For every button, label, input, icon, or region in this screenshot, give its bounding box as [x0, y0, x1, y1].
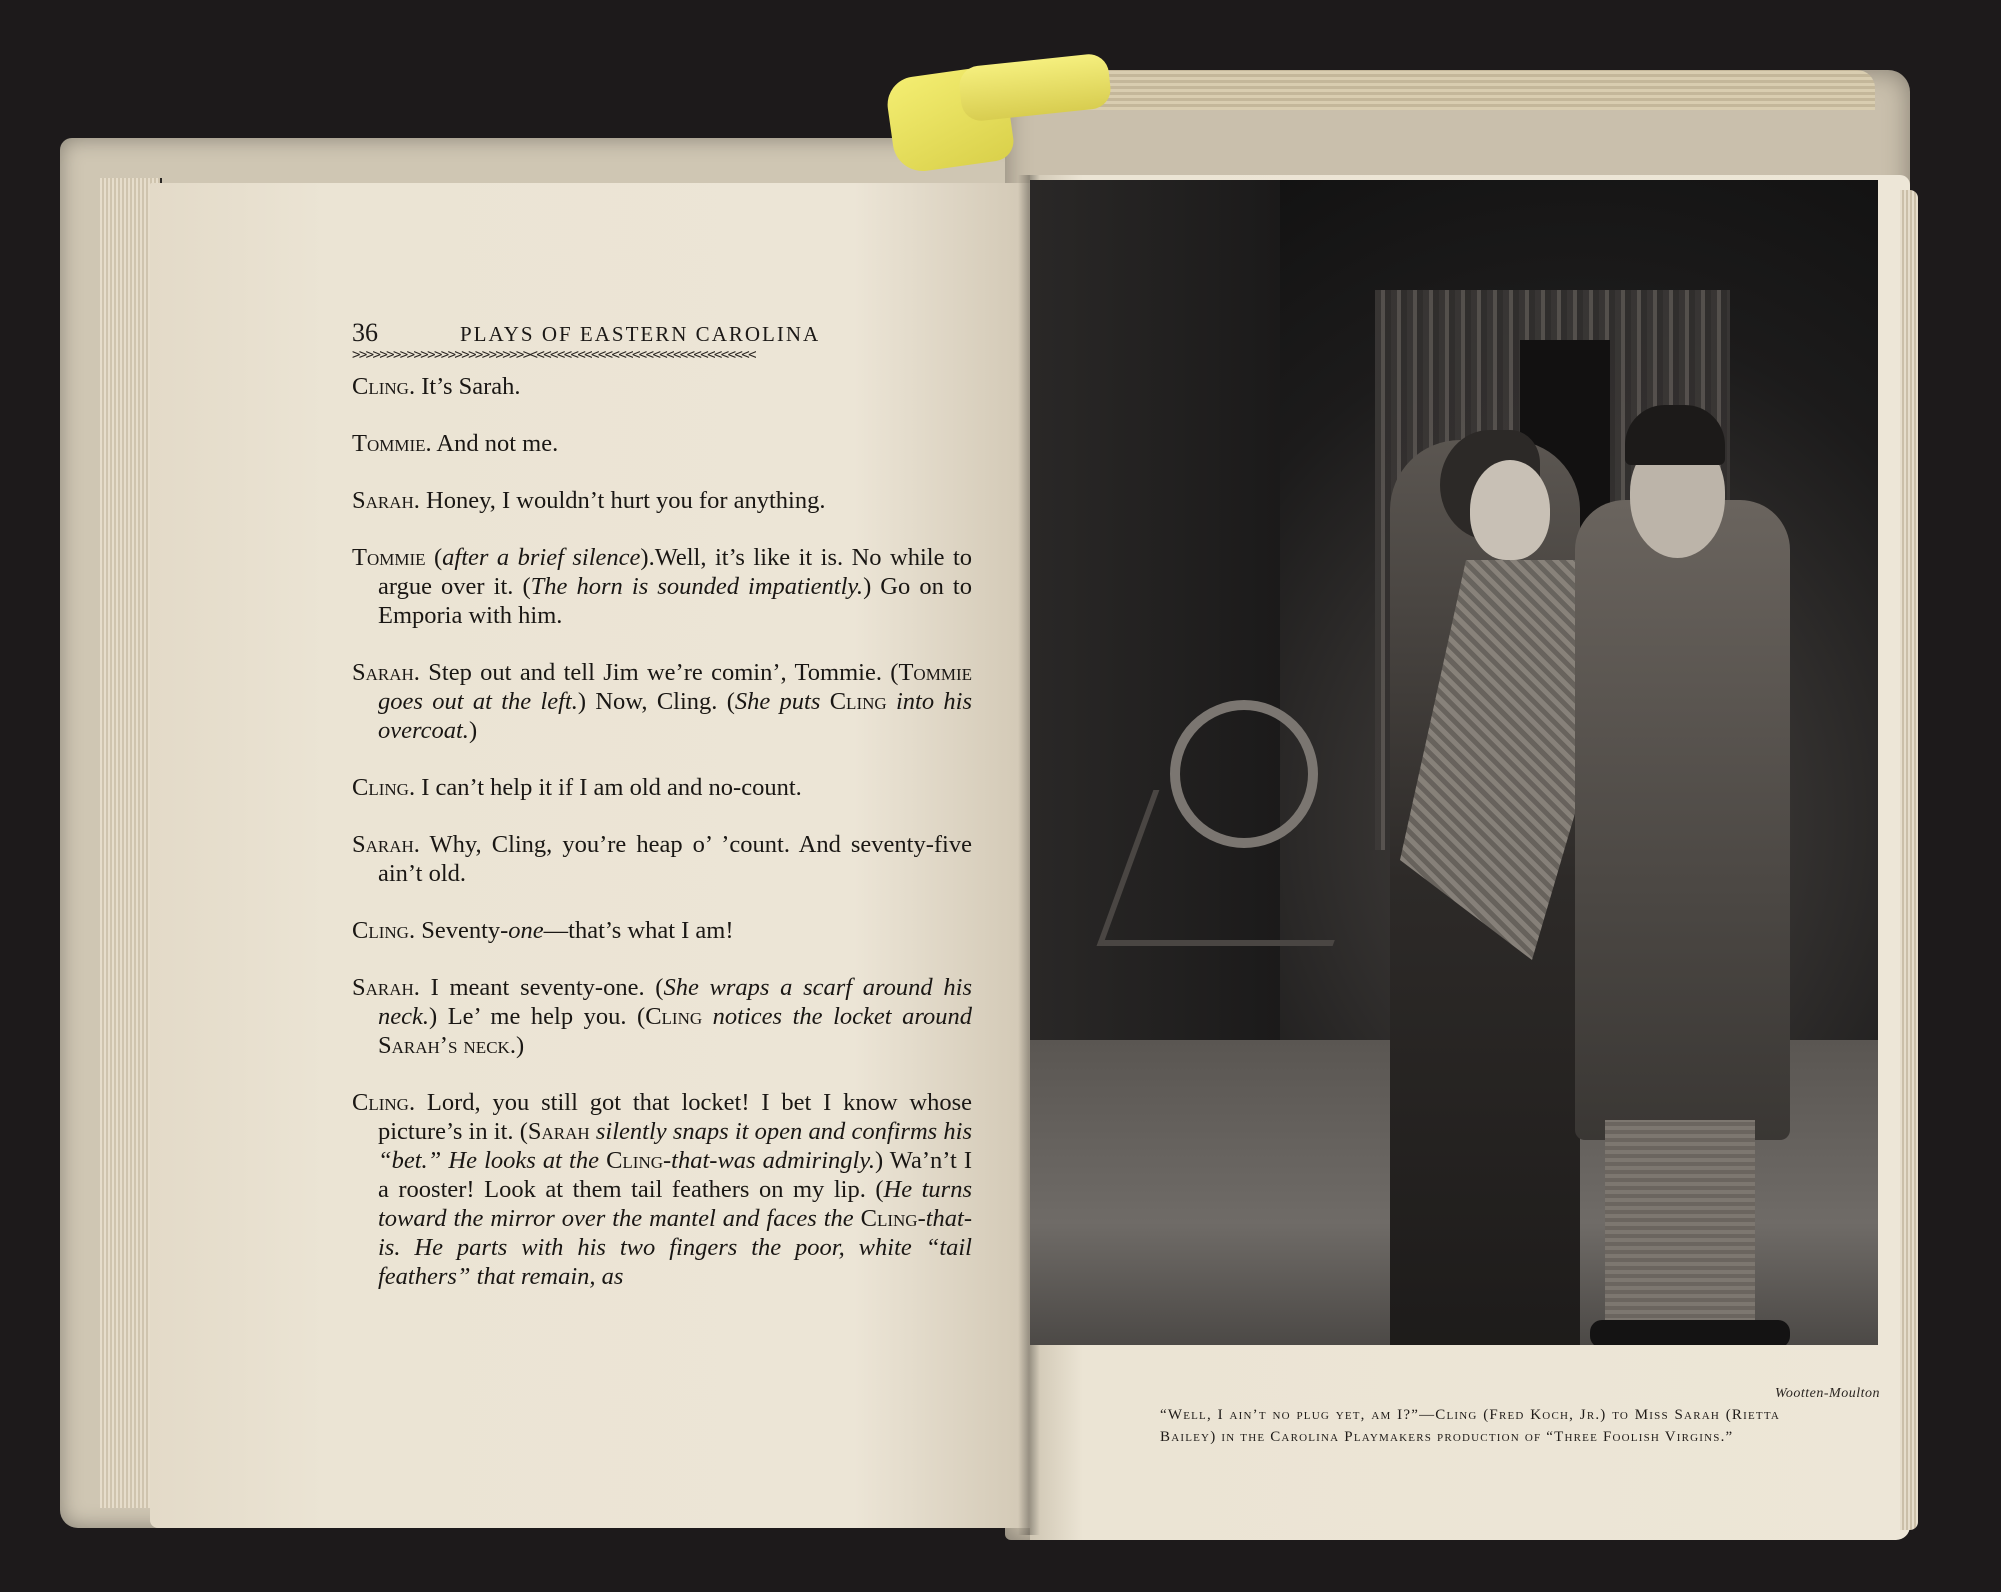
speaker-name: Tommie [352, 430, 426, 457]
dialogue-text: . It’s Sarah. [408, 373, 521, 400]
actor-figure [1575, 500, 1790, 1140]
stage-direction: after a brief silence [442, 544, 641, 571]
script-speech [352, 372, 972, 401]
speaker-name: Cling [352, 774, 409, 801]
dialogue-text: Cling [829, 688, 887, 715]
stage-direction: He turns toward the mirror over the mantel and faces the [378, 1176, 972, 1232]
dialogue-text: . Step out and tell Jim we’re comin’, Tommie. ( [413, 659, 899, 686]
script-speech [352, 973, 972, 1060]
dialogue-text: ) Now, Cling. ( [577, 688, 735, 715]
speaker-name: Sarah [352, 659, 414, 686]
dialogue-text: ) Go on to Emporia with him. [378, 573, 972, 629]
dialogue-text: ( [425, 544, 443, 571]
stage-direction: goes out at the left. [378, 688, 578, 715]
dialogue-text: Tommie [898, 659, 972, 686]
stage-direction: notices the locket around [702, 1003, 972, 1030]
actress-head [1470, 460, 1550, 560]
stage-direction: one [508, 917, 544, 944]
stage-direction: -that-is. He parts with his two fingers the poor, white “tail feathers” that remain, as [378, 1205, 972, 1290]
dialogue-text: . Why, Cling, you’re heap o’ ’count. And seventy-five ain’t old. [378, 831, 972, 887]
speaker-name: Cling [352, 917, 409, 944]
speaker-name: Cling [352, 373, 409, 400]
dialogue-text: —that’s what I am! [543, 917, 734, 944]
stage-direction: She puts [734, 688, 830, 715]
dialogue-text: Cling [645, 1003, 703, 1030]
production-photograph [1030, 180, 1878, 1345]
script-speech [352, 1088, 972, 1291]
dialogue-text: ).Well, it’s like it is. No while to argue over it. ( [378, 544, 972, 600]
dialogue-text: Sarah’s neck [378, 1032, 510, 1059]
page-stack-right [1900, 190, 1918, 1530]
stage-direction: silently snaps it open and confirms his “bet.” He looks at the [378, 1118, 972, 1174]
script-speech [352, 543, 972, 630]
stage-direction: -that-was admiringly. [663, 1147, 875, 1174]
dialogue-text: . I meant seventy-one. ( [413, 974, 664, 1001]
dialogue-text: ) Le’ me help you. ( [429, 1003, 646, 1030]
speaker-name: Sarah [352, 831, 414, 858]
running-title: PLAYS OF EASTERN CAROLINA [460, 322, 821, 346]
stage-direction: The horn is sounded impatiently. [530, 573, 864, 600]
play-script-text [352, 372, 972, 1319]
spinning-wheel [1170, 700, 1318, 848]
dialogue-text: ) Wa’n’t I a rooster! Look at them tail feathers on my lip. ( [378, 1147, 972, 1203]
photo-caption: “Well, I ain’t no plug yet, am I?”—Cling (Fred Koch, Jr.) to Miss Sarah (Rietta Bailey) in the Carolina Playmakers production of “Three Foolish Virgins.” [1160, 1407, 1780, 1445]
actor-shoes [1590, 1320, 1790, 1345]
stage-direction: She wraps a scarf around his neck. [378, 974, 972, 1030]
dialogue-text: Cling [860, 1205, 918, 1232]
script-speech [352, 429, 972, 458]
book-spine-edge [1005, 70, 1875, 110]
speaker-name: Sarah [352, 974, 414, 1001]
dialogue-text: . I can’t help it if I am old and no-count. [408, 774, 802, 801]
dialogue-text: Cling [606, 1147, 664, 1174]
script-speech [352, 830, 972, 888]
dialogue-text: Sarah [527, 1118, 590, 1145]
speaker-name: Cling [352, 1089, 409, 1116]
running-head [352, 318, 972, 352]
actor-trousers [1605, 1120, 1755, 1330]
speaker-name: Sarah [352, 487, 414, 514]
dialogue-text: .) [509, 1032, 525, 1059]
script-speech [352, 916, 972, 945]
photo-credit: Wootten-Moulton [1775, 1386, 1880, 1401]
script-speech [352, 486, 972, 515]
dialogue-text: . And not me. [425, 430, 559, 457]
dialogue-text: . Honey, I wouldn’t hurt you for anything. [413, 487, 826, 514]
actor-hat [1625, 405, 1725, 465]
page-number: 36 [352, 318, 378, 347]
script-speech [352, 658, 972, 745]
header-ornament-rule: >>>>>>>>>>>>>>>>>>>>>>>>>><<<<<<<<<<<<<<<<<<<<<<<<<<<<<<<<< [352, 348, 755, 362]
speaker-name: Tommie [352, 544, 426, 571]
stage-direction: into his overcoat. [378, 688, 972, 744]
dialogue-text: ) [468, 717, 478, 744]
script-speech [352, 773, 972, 802]
dialogue-text: . Lord, you still got that locket! I bet I know whose picture’s in it. ( [378, 1089, 972, 1145]
dialogue-text: . Seventy- [408, 917, 509, 944]
